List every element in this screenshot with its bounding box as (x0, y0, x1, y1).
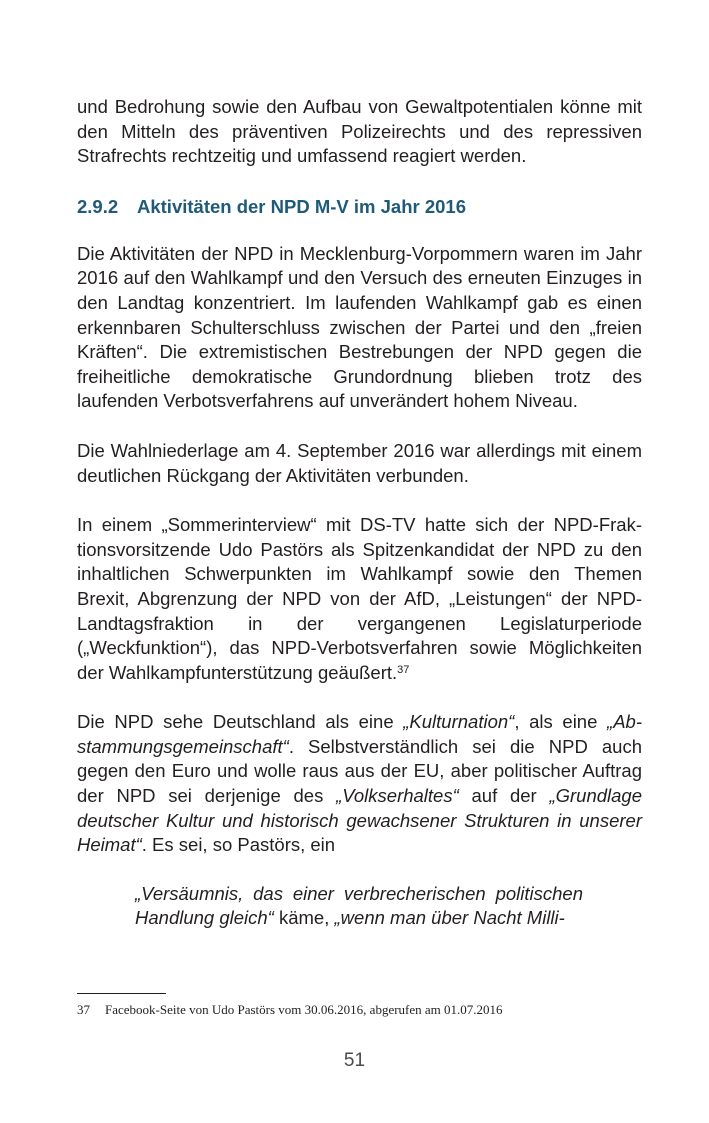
paragraph-3 (77, 513, 642, 685)
page-body (77, 95, 642, 931)
block-quote (135, 882, 583, 931)
paragraph-1: Die Aktivitäten der NPD in Mecklenburg-Vorpommern waren im Jahr 2016 auf den Wahlkampf und den Versuch des erneuten Einzuges in den Landtag konzentriert. Im laufenden Wahlkampf gab es einen erkennbaren Schulterschluss zwischen der Partei und den „freien Kräften“. Die extremistischen Bestrebungen der NPD gegen die freiheitliche demokratische Grundordnung blieben trotz des laufenden Verbotsverfahrens auf unverändert hohem Niveau. (77, 242, 642, 412)
p4-text-2: , als eine (514, 711, 608, 733)
paragraph-3-text: In einem „Sommerinterview“ mit DS-TV hatte sich der NPD-Fraktionsvorsitzende Udo Pastörs als Spitzenkandidat der NPD zu den inhaltlichen Schwerpunkten im Wahlkampf sowie den Themen Brexit, Abgrenzung der NPD von der AfD, „Leistungen“ der NPD-Landtagsfraktion in der vergangenen Legislaturperiode („Weckfunktion“), das NPD-Verbotsverfahren sowie Möglichkeiten der Wahlkampfunterstützung geäußert. (77, 514, 642, 683)
quote-text-1: käme, (273, 907, 335, 929)
quote-part-1: „Versäumnis, das einer verbrecherischen politischen Handlung gleich“ (135, 882, 583, 929)
quote-part-2: „wenn man über Nacht Milli- (334, 907, 565, 929)
p4-quote-grundlage: „Grundlage deutscher Kultur und historisch gewachsener Strukturen in unserer Heimat“ (77, 785, 642, 856)
p4-text-4: auf der (458, 785, 550, 807)
p4-text-5: . Es sei, so Pastörs, ein (141, 834, 336, 856)
p4-quote-abstammung: „Abstammungsgemeinschaft“ (77, 711, 642, 757)
paragraph-4 (77, 710, 642, 858)
footnote-divider (77, 993, 166, 994)
p4-quote-kulturnation: „Kulturnation“ (403, 711, 515, 733)
p4-text-3: . Selbstverständlich sei die NPD auch gegen den Euro und wolle raus aus der EU, aber politischer Auftrag der NPD sei derjenige des (77, 735, 642, 807)
p4-text-1: Die NPD sehe Deutschland als eine (77, 711, 404, 733)
footnote-number: 37 (77, 1002, 90, 1017)
footnote (77, 1001, 642, 1018)
section-number: 2.9.2 (77, 195, 119, 217)
paragraph-2: Die Wahlniederlage am 4. September 2016 war allerdings mit einem deutlichen Rückgang der Aktivitäten verbunden. (77, 439, 642, 486)
footnote-reference: 37 (397, 663, 410, 676)
intro-paragraph: und Bedrohung sowie den Aufbau von Gewaltpotentialen könne mit den Mitteln des präventiven Polizeirechts und des repressiven Strafrechts rechtzeitig und umfassend reagiert werden. (77, 96, 642, 167)
section-heading (77, 195, 642, 219)
page-number: 51 (343, 1050, 366, 1071)
section-title: Aktivitäten der NPD M-V im Jahr 2016 (137, 195, 466, 217)
p4-quote-volkserhalt: „Volkserhaltes“ (336, 785, 459, 807)
footnote-text: Facebook-Seite von Udo Pastörs vom 30.06.2016, abgerufen am 01.07.2016 (105, 1002, 503, 1017)
